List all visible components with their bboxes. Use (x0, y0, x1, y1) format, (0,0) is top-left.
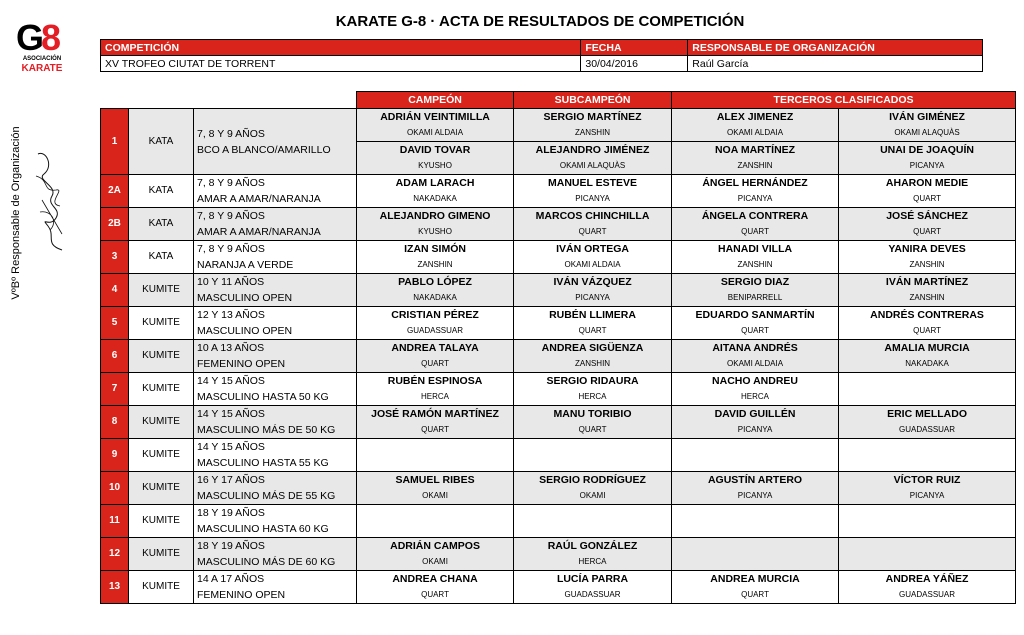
organizer-name: Raúl García (688, 56, 983, 72)
header-terceros: TERCEROS CLASIFICADOS (672, 92, 1016, 109)
header-campeon: CAMPEÓN (357, 92, 514, 109)
competitor-name: DAVID GUILLÉN (672, 406, 839, 423)
competitor-club: GUADASSUAR (357, 323, 514, 340)
category-age: 7, 8 Y 9 AÑOS (194, 208, 357, 225)
competitor-name: ADAM LARACH (357, 175, 514, 192)
category-number: 13 (101, 571, 129, 604)
competitor-name (672, 505, 839, 522)
competitor-club: OKAMI (357, 554, 514, 571)
category-division: NARANJA A VERDE (194, 257, 357, 274)
info-value-row (101, 56, 983, 72)
competitor-name (839, 439, 1016, 456)
competitor-club (357, 455, 514, 472)
category-division: MASCULINO HASTA 60 KG (194, 521, 357, 538)
competitor-name: JOSÉ RAMÓN MARTÍNEZ (357, 406, 514, 423)
modality: KATA (129, 175, 194, 208)
category-number: 3 (101, 241, 129, 274)
competitor-name: RUBÉN LLIMERA (514, 307, 672, 324)
modality: KUMITE (129, 274, 194, 307)
competitor-club: GUADASSUAR (839, 587, 1016, 604)
competitor-club: HERCA (357, 389, 514, 406)
competitor-name: AITANA ANDRÉS (672, 340, 839, 357)
competitor-club: BENIPARRELL (672, 290, 839, 307)
competitor-club: PICANYA (839, 158, 1016, 175)
competitor-name: MANUEL ESTEVE (514, 175, 672, 192)
competitor-name: EDUARDO SANMARTÍN (672, 307, 839, 324)
competitor-club: HERCA (514, 554, 672, 571)
competitor-club: ZANSHIN (514, 356, 672, 373)
category-age: 14 Y 15 AÑOS (194, 439, 357, 456)
competitor-club: PICANYA (672, 488, 839, 505)
header-spacer (101, 92, 357, 109)
competitor-name: ANDREA CHANA (357, 571, 514, 588)
competitor-name: PABLO LÓPEZ (357, 274, 514, 291)
competitor-name: SAMUEL RIBES (357, 472, 514, 489)
table-row (101, 356, 1016, 373)
competitor-club: HERCA (514, 389, 672, 406)
competitor-club: ZANSHIN (672, 257, 839, 274)
competitor-name: IVÁN GIMÉNEZ (839, 109, 1016, 126)
table-row (101, 274, 1016, 291)
competitor-name: LUCÍA PARRA (514, 571, 672, 588)
modality: KUMITE (129, 472, 194, 505)
competitor-club: OKAMI (514, 488, 672, 505)
category-age: 16 Y 17 AÑOS (194, 472, 357, 489)
competitor-name: ALEX JIMENEZ (672, 109, 839, 126)
category-number: 4 (101, 274, 129, 307)
category-age: 18 Y 19 AÑOS (194, 505, 357, 522)
category-number: 9 (101, 439, 129, 472)
category-age: 7, 8 Y 9 AÑOS (194, 175, 357, 192)
results-table (100, 91, 1016, 604)
category-division: AMAR A AMAR/NARANJA (194, 224, 357, 241)
table-row (101, 307, 1016, 324)
table-row (101, 340, 1016, 357)
category-age: 10 A 13 AÑOS (194, 340, 357, 357)
competitor-name (514, 505, 672, 522)
table-row (101, 455, 1016, 472)
competitor-name: ANDREA SIGÜENZA (514, 340, 672, 357)
table-row (101, 406, 1016, 423)
competitor-club: ZANSHIN (839, 290, 1016, 307)
table-row (101, 257, 1016, 274)
competitor-name: ALEJANDRO GIMENO (357, 208, 514, 225)
category-number: 12 (101, 538, 129, 571)
competition-info-table (100, 39, 983, 72)
logo-karate: KARATE (21, 63, 63, 74)
competitor-name (839, 373, 1016, 390)
competitor-name: DAVID TOVAR (357, 142, 514, 159)
category-number: 5 (101, 307, 129, 340)
competitor-name: ANDRÉS CONTRERAS (839, 307, 1016, 324)
modality: KATA (129, 241, 194, 274)
competitor-club: OKAMI ALAQUÀS (514, 158, 672, 175)
category-age: 7, 8 Y 9 AÑOS (194, 109, 357, 142)
table-row (101, 290, 1016, 307)
table-row (101, 439, 1016, 456)
header-responsable: RESPONSABLE DE ORGANIZACIÓN (688, 40, 983, 56)
competition-name: XV TROFEO CIUTAT DE TORRENT (101, 56, 581, 72)
competitor-club: GUADASSUAR (839, 422, 1016, 439)
header-fecha: FECHA (581, 40, 688, 56)
competitor-club: QUART (672, 323, 839, 340)
competitor-name: IVÁN ORTEGA (514, 241, 672, 258)
competitor-name: SERGIO RIDAURA (514, 373, 672, 390)
competitor-name (672, 538, 839, 555)
table-row (101, 571, 1016, 588)
competitor-club: OKAMI ALAQUÀS (839, 125, 1016, 142)
competitor-club: ZANSHIN (514, 125, 672, 142)
competitor-club: PICANYA (839, 488, 1016, 505)
competitor-club (839, 554, 1016, 571)
competitor-name (672, 439, 839, 456)
modality: KUMITE (129, 505, 194, 538)
competitor-name: AGUSTÍN ARTERO (672, 472, 839, 489)
competitor-club: NAKADAKA (839, 356, 1016, 373)
competitor-club (672, 554, 839, 571)
competitor-name (514, 439, 672, 456)
competitor-club (357, 521, 514, 538)
competition-date: 30/04/2016 (581, 56, 688, 72)
competitor-name: ERIC MELLADO (839, 406, 1016, 423)
modality: KUMITE (129, 571, 194, 604)
competitor-club (672, 455, 839, 472)
competitor-club: PICANYA (514, 191, 672, 208)
category-division: MASCULINO HASTA 55 KG (194, 455, 357, 472)
table-row (101, 109, 1016, 126)
competitor-club: GUADASSUAR (514, 587, 672, 604)
logo (12, 17, 74, 78)
competitor-name: ADRIÁN VEINTIMILLA (357, 109, 514, 126)
competitor-club: OKAMI ALDAIA (672, 356, 839, 373)
competitor-name: SERGIO MARTÍNEZ (514, 109, 672, 126)
category-division: MASCULINO OPEN (194, 323, 357, 340)
category-number: 1 (101, 109, 129, 175)
table-row (101, 472, 1016, 489)
competitor-name (357, 505, 514, 522)
modality: KUMITE (129, 406, 194, 439)
header-competicion: COMPETICIÓN (101, 40, 581, 56)
category-age: 14 A 17 AÑOS (194, 571, 357, 588)
category-number: 10 (101, 472, 129, 505)
table-row (101, 208, 1016, 225)
category-number: 11 (101, 505, 129, 538)
competitor-club: NAKADAKA (357, 290, 514, 307)
competitor-club: HERCA (672, 389, 839, 406)
category-number: 7 (101, 373, 129, 406)
modality: KATA (129, 109, 194, 175)
table-row (101, 521, 1016, 538)
competitor-club (839, 455, 1016, 472)
competitor-name (357, 439, 514, 456)
competitor-name: IVÁN MARTÍNEZ (839, 274, 1016, 291)
competitor-club: PICANYA (672, 422, 839, 439)
competitor-name: JOSÉ SÁNCHEZ (839, 208, 1016, 225)
table-row (101, 175, 1016, 192)
table-row (101, 505, 1016, 522)
competitor-name: SERGIO RODRÍGUEZ (514, 472, 672, 489)
category-age: 14 Y 15 AÑOS (194, 406, 357, 423)
table-row (101, 554, 1016, 571)
page-title: KARATE G-8 · ACTA DE RESULTADOS DE COMPETICIÓN (335, 13, 745, 30)
category-division: MASCULINO MÁS DE 60 KG (194, 554, 357, 571)
competitor-name: AMALIA MURCIA (839, 340, 1016, 357)
competitor-name (839, 538, 1016, 555)
category-division: MASCULINO MÁS DE 55 KG (194, 488, 357, 505)
competitor-club (514, 455, 672, 472)
modality: KUMITE (129, 373, 194, 406)
competitor-club: QUART (672, 224, 839, 241)
category-age: 10 Y 11 AÑOS (194, 274, 357, 291)
category-division: AMAR A AMAR/NARANJA (194, 191, 357, 208)
competitor-name: RUBÉN ESPINOSA (357, 373, 514, 390)
competitor-club: QUART (514, 323, 672, 340)
competitor-club (672, 521, 839, 538)
competitor-club: NAKADAKA (357, 191, 514, 208)
competitor-name: ALEJANDRO JIMÉNEZ (514, 142, 672, 159)
competitor-name: VÍCTOR RUIZ (839, 472, 1016, 489)
table-row (101, 241, 1016, 258)
category-number: 6 (101, 340, 129, 373)
logo-subtitle: ASOCIACIÓN (22, 56, 62, 62)
modality: KUMITE (129, 340, 194, 373)
table-row (101, 191, 1016, 208)
competitor-club: QUART (839, 224, 1016, 241)
modality: KUMITE (129, 439, 194, 472)
competitor-name: ADRIÁN CAMPOS (357, 538, 514, 555)
competitor-club: KYUSHO (357, 158, 514, 175)
competitor-name: RAÚL GONZÁLEZ (514, 538, 672, 555)
table-row (101, 389, 1016, 406)
competitor-name: ANDREA YÁÑEZ (839, 571, 1016, 588)
competitor-club: OKAMI (357, 488, 514, 505)
header-subcampeon: SUBCAMPEÓN (514, 92, 672, 109)
category-division: FEMENINO OPEN (194, 356, 357, 373)
competitor-name: NACHO ANDREU (672, 373, 839, 390)
info-header-row (101, 40, 983, 56)
competitor-name: IVÁN VÁZQUEZ (514, 274, 672, 291)
competitor-name: ANDREA TALAYA (357, 340, 514, 357)
category-age: 14 Y 15 AÑOS (194, 373, 357, 390)
competitor-name: UNAI DE JOAQUÍN (839, 142, 1016, 159)
category-division: MASCULINO OPEN (194, 290, 357, 307)
category-division: MASCULINO HASTA 50 KG (194, 389, 357, 406)
competitor-club (839, 389, 1016, 406)
modality: KUMITE (129, 307, 194, 340)
table-row (101, 373, 1016, 390)
competitor-club: QUART (357, 356, 514, 373)
competitor-club (514, 521, 672, 538)
competitor-club: ZANSHIN (357, 257, 514, 274)
competitor-name: HANADI VILLA (672, 241, 839, 258)
competitor-name: ÁNGELA CONTRERA (672, 208, 839, 225)
competitor-name (839, 505, 1016, 522)
competitor-name: YANIRA DEVES (839, 241, 1016, 258)
competitor-club: QUART (839, 191, 1016, 208)
category-number: 2A (101, 175, 129, 208)
competitor-club: ZANSHIN (672, 158, 839, 175)
table-row (101, 142, 1016, 159)
competitor-club: OKAMI ALDAIA (357, 125, 514, 142)
table-row (101, 224, 1016, 241)
logo-mark: G8 (16, 17, 59, 58)
competitor-club: QUART (672, 587, 839, 604)
table-row (101, 488, 1016, 505)
competitor-name: ANDREA MURCIA (672, 571, 839, 588)
signature-image (32, 146, 72, 256)
competitor-name: ÁNGEL HERNÁNDEZ (672, 175, 839, 192)
competitor-name: SERGIO DIAZ (672, 274, 839, 291)
category-age: 18 Y 19 AÑOS (194, 538, 357, 555)
competitor-club: KYUSHO (357, 224, 514, 241)
category-number: 2B (101, 208, 129, 241)
modality: KATA (129, 208, 194, 241)
competitor-club: OKAMI ALDAIA (514, 257, 672, 274)
competitor-club: PICANYA (672, 191, 839, 208)
table-row (101, 422, 1016, 439)
category-division: MASCULINO MÁS DE 50 KG (194, 422, 357, 439)
table-row (101, 323, 1016, 340)
results-header-row (101, 92, 1016, 109)
competitor-club: PICANYA (514, 290, 672, 307)
competitor-club: QUART (357, 587, 514, 604)
table-row (101, 587, 1016, 604)
competitor-name: CRISTIAN PÉREZ (357, 307, 514, 324)
competitor-club: QUART (514, 224, 672, 241)
modality: KUMITE (129, 538, 194, 571)
competitor-club: OKAMI ALDAIA (672, 125, 839, 142)
competitor-club (839, 521, 1016, 538)
competitor-club: ZANSHIN (839, 257, 1016, 274)
category-age: 12 Y 13 AÑOS (194, 307, 357, 324)
category-division: BCO A BLANCO/AMARILLO (194, 142, 357, 175)
category-number: 8 (101, 406, 129, 439)
competitor-name: AHARON MEDIE (839, 175, 1016, 192)
competitor-club: QUART (357, 422, 514, 439)
category-division: FEMENINO OPEN (194, 587, 357, 604)
competitor-club: QUART (839, 323, 1016, 340)
table-row (101, 538, 1016, 555)
competitor-name: MARCOS CHINCHILLA (514, 208, 672, 225)
competitor-name: MANU TORIBIO (514, 406, 672, 423)
category-age: 7, 8 Y 9 AÑOS (194, 241, 357, 258)
competitor-club: QUART (514, 422, 672, 439)
competitor-name: IZAN SIMÓN (357, 241, 514, 258)
competitor-name: NOA MARTÍNEZ (672, 142, 839, 159)
